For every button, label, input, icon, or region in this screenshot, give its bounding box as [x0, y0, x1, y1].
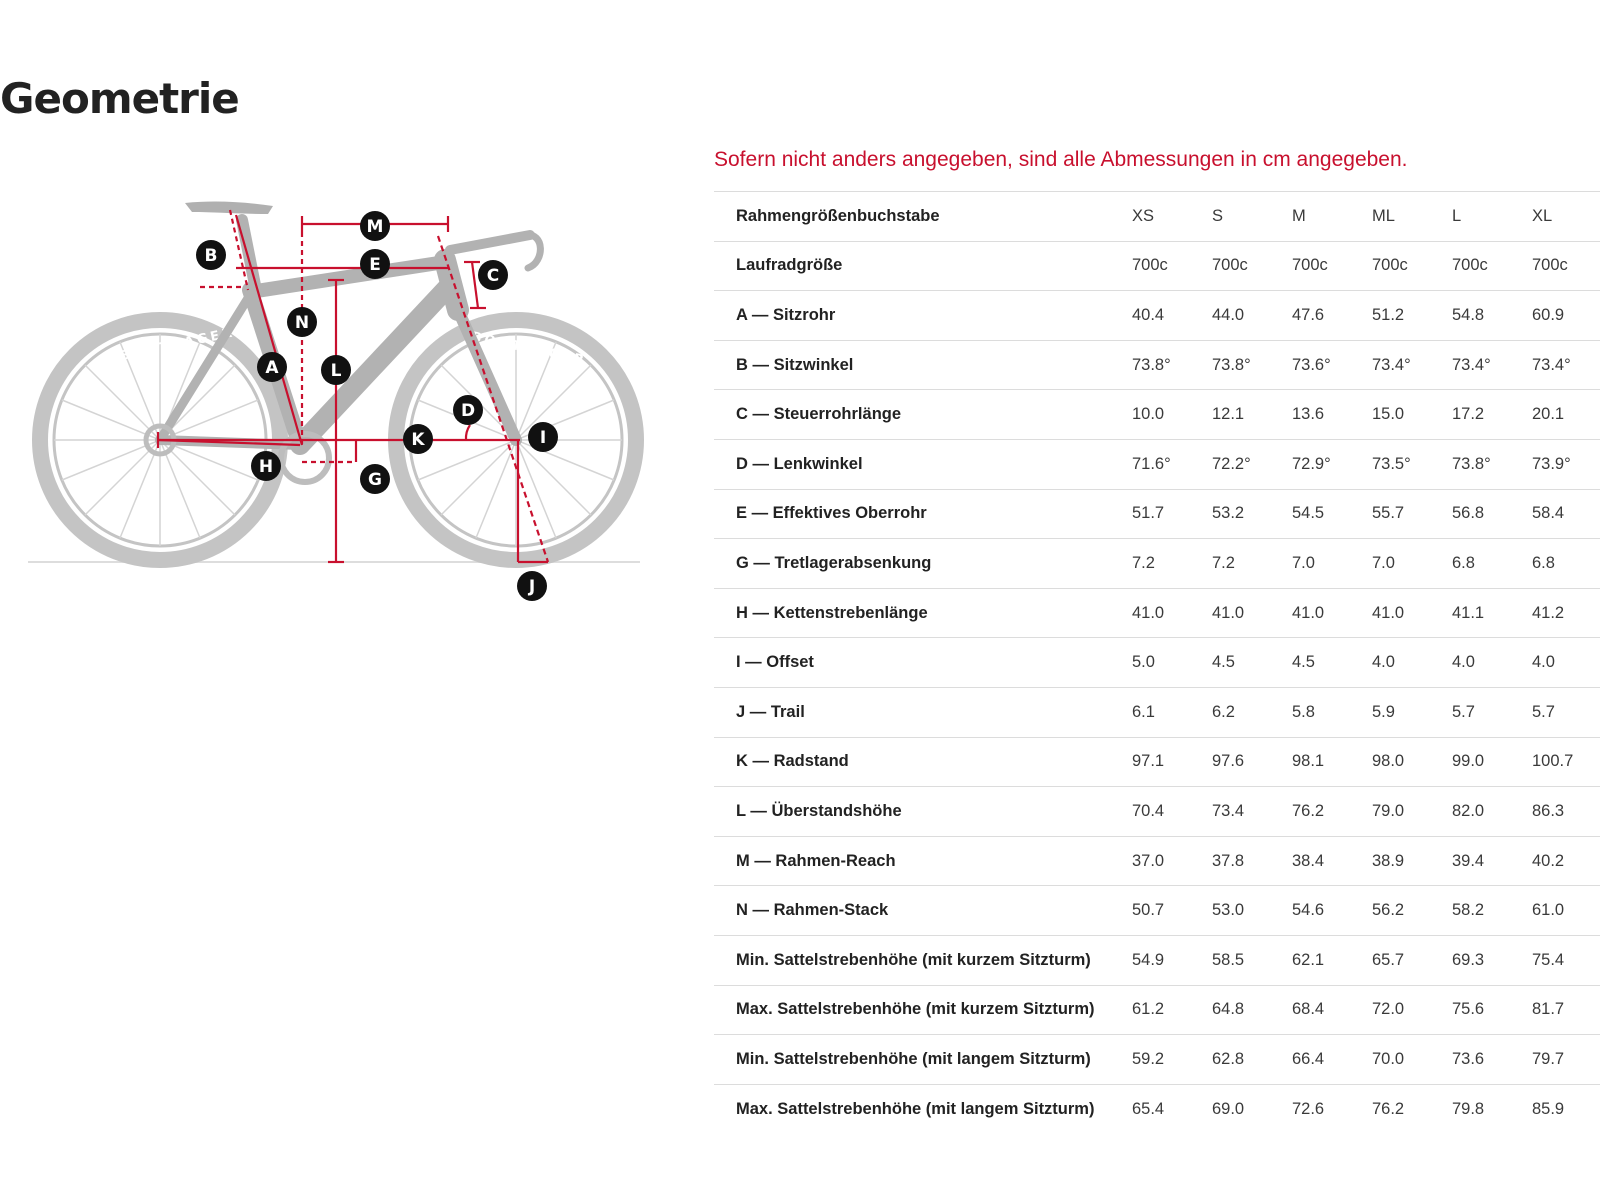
row-value: 40.2: [1532, 851, 1565, 870]
row-value: 85.9: [1532, 1099, 1565, 1118]
row-value: 47.6: [1292, 305, 1325, 324]
row-value: 70.4: [1132, 801, 1165, 820]
marker-h: [251, 451, 281, 481]
row-value: 700c: [1132, 256, 1168, 275]
row-value: 41.0: [1292, 603, 1325, 622]
row-value: 41.0: [1132, 603, 1165, 622]
svg-text:D: D: [460, 401, 476, 421]
table-row: [714, 1084, 1600, 1134]
row-value: 97.1: [1132, 752, 1165, 771]
row-label: J — Trail: [736, 702, 805, 721]
row-label: G — Tretlagerabsenkung: [736, 553, 932, 572]
row-value: 13.6: [1292, 405, 1325, 424]
row-value: 97.6: [1212, 752, 1245, 771]
row-value: 7.0: [1372, 553, 1395, 572]
svg-text:J: J: [528, 577, 536, 597]
row-label: A — Sitzrohr: [736, 305, 836, 324]
row-value: 37.0: [1132, 851, 1165, 870]
row-value: 79.8: [1452, 1099, 1485, 1118]
row-label: K — Radstand: [736, 752, 849, 771]
row-value: 98.0: [1372, 752, 1405, 771]
units-note: Sofern nicht anders angegeben, sind alle Abmessungen in cm angegeben.: [714, 148, 1408, 171]
row-value: 44.0: [1212, 305, 1245, 324]
row-value: 54.5: [1292, 504, 1325, 523]
marker-i: [528, 422, 558, 452]
row-value: 700c: [1452, 256, 1488, 275]
row-value: 99.0: [1452, 752, 1485, 771]
table-row: [714, 1035, 1600, 1085]
marker-e: [360, 249, 390, 279]
row-value: 73.8°: [1212, 355, 1251, 374]
page-title: Geometrie: [0, 74, 239, 123]
row-value: 72.2°: [1212, 454, 1251, 473]
row-value: 73.9°: [1532, 454, 1571, 473]
table-row: [714, 737, 1600, 787]
row-value: 4.5: [1292, 653, 1315, 672]
row-value: 100.7: [1532, 752, 1574, 771]
row-value: 59.2: [1132, 1049, 1165, 1068]
row-label: Max. Sattelstrebenhöhe (mit kurzem Sitzturm): [736, 1000, 1095, 1019]
svg-text:N: N: [294, 313, 310, 333]
size-m: M: [1292, 206, 1306, 225]
row-label: L — Überstandshöhe: [736, 801, 902, 820]
size-s: S: [1212, 206, 1224, 225]
row-value: 75.6: [1452, 1000, 1485, 1019]
frame-text: TREK: [352, 387, 388, 423]
row-value: 37.8: [1212, 851, 1245, 870]
row-label: I — Offset: [736, 653, 814, 672]
rim-text-front: BONTRAGER: [470, 329, 589, 369]
row-value: 56.2: [1372, 901, 1405, 920]
row-value: 60.9: [1532, 305, 1565, 324]
row-value: 73.6: [1452, 1049, 1485, 1068]
row-value: 61.2: [1132, 1000, 1165, 1019]
row-value: 61.0: [1532, 901, 1565, 920]
row-value: 12.1: [1212, 405, 1245, 424]
size-ml: ML: [1372, 206, 1395, 225]
row-value: 50.7: [1132, 901, 1165, 920]
row-label: Min. Sattelstrebenhöhe (mit langem Sitzturm): [736, 1049, 1091, 1068]
row-value: 70.0: [1372, 1049, 1405, 1068]
row-value: 73.4°: [1452, 355, 1491, 374]
marker-n: [287, 307, 317, 337]
row-value: 4.5: [1212, 653, 1235, 672]
row-value: 65.4: [1132, 1099, 1165, 1118]
row-value: 82.0: [1452, 801, 1485, 820]
row-value: 51.7: [1132, 504, 1165, 523]
row-label: M — Rahmen-Reach: [736, 851, 896, 870]
row-value: 76.2: [1372, 1099, 1405, 1118]
row-value: 68.4: [1292, 1000, 1325, 1019]
svg-text:I: I: [539, 428, 547, 448]
table-row: [714, 687, 1600, 737]
row-value: 6.2: [1212, 702, 1235, 721]
row-value: 15.0: [1372, 405, 1405, 424]
row-label: E — Effektives Oberrohr: [736, 504, 927, 523]
row-value: 56.8: [1452, 504, 1485, 523]
row-value: 71.6°: [1132, 454, 1171, 473]
row-value: 20.1: [1532, 405, 1565, 424]
row-value: 17.2: [1452, 405, 1485, 424]
row-value: 69.0: [1212, 1099, 1245, 1118]
row-label: Laufradgröße: [736, 256, 843, 275]
rim-text-rear: BONTRAGER: [118, 325, 237, 365]
row-value: 73.8°: [1452, 454, 1491, 473]
svg-text:L: L: [330, 361, 342, 381]
header-label: Rahmengrößenbuchstabe: [736, 206, 940, 225]
row-value: 98.1: [1292, 752, 1325, 771]
row-label: D — Lenkwinkel: [736, 454, 863, 473]
bike-geometry-diagram: [20, 185, 660, 605]
row-value: 41.0: [1372, 603, 1405, 622]
row-label: Min. Sattelstrebenhöhe (mit kurzem Sitzturm): [736, 950, 1091, 969]
table-row: [714, 588, 1600, 638]
svg-text:H: H: [258, 457, 274, 477]
row-value: 7.0: [1292, 553, 1315, 572]
row-value: 54.8: [1452, 305, 1485, 324]
table-row: [714, 638, 1600, 688]
table-row: [714, 886, 1600, 936]
row-value: 41.1: [1452, 603, 1485, 622]
table-row: [714, 539, 1600, 589]
marker-c: [478, 260, 508, 290]
row-value: 51.2: [1372, 305, 1405, 324]
svg-text:C: C: [486, 266, 500, 286]
row-label: C — Steuerrohrlänge: [736, 405, 902, 424]
table-header-row: [714, 192, 1600, 242]
row-value: 66.4: [1292, 1049, 1325, 1068]
svg-text:K: K: [411, 430, 425, 450]
row-label: H — Kettenstrebenlänge: [736, 603, 928, 622]
marker-a: [257, 352, 287, 382]
row-value: 4.0: [1452, 653, 1475, 672]
marker-l: [321, 355, 351, 385]
row-value: 73.6°: [1292, 355, 1331, 374]
marker-b: [196, 240, 226, 270]
row-value: 4.0: [1372, 653, 1395, 672]
marker-d: [453, 395, 483, 425]
row-value: 58.5: [1212, 950, 1245, 969]
row-value: 75.4: [1532, 950, 1565, 969]
saddle: [185, 202, 273, 214]
svg-text:A: A: [265, 358, 279, 378]
row-value: 64.8: [1212, 1000, 1245, 1019]
table-row: [714, 241, 1600, 291]
row-label: N — Rahmen-Stack: [736, 901, 889, 920]
row-value: 7.2: [1132, 553, 1155, 572]
row-value: 72.0: [1372, 1000, 1405, 1019]
row-value: 79.0: [1372, 801, 1405, 820]
row-value: 10.0: [1132, 405, 1165, 424]
row-value: 700c: [1372, 256, 1408, 275]
size-l: L: [1452, 206, 1462, 225]
row-value: 40.4: [1132, 305, 1165, 324]
row-value: 58.4: [1532, 504, 1565, 523]
row-label: B — Sitzwinkel: [736, 355, 854, 374]
table-row: [714, 390, 1600, 440]
row-value: 41.2: [1532, 603, 1565, 622]
svg-text:B: B: [204, 246, 218, 266]
row-value: 73.4°: [1372, 355, 1411, 374]
row-value: 69.3: [1452, 950, 1485, 969]
svg-text:G: G: [368, 470, 382, 490]
table-row: [714, 439, 1600, 489]
row-value: 65.7: [1372, 950, 1405, 969]
row-value: 38.4: [1292, 851, 1325, 870]
size-xl: XL: [1532, 206, 1553, 225]
table-row: [714, 985, 1600, 1035]
row-value: 6.8: [1532, 553, 1555, 572]
row-value: 5.8: [1292, 702, 1315, 721]
marker-m: [360, 211, 390, 241]
row-value: 62.8: [1212, 1049, 1245, 1068]
row-value: 54.9: [1132, 950, 1165, 969]
row-value: 76.2: [1292, 801, 1325, 820]
row-value: 38.9: [1372, 851, 1405, 870]
size-xs: XS: [1132, 206, 1155, 225]
row-value: 5.9: [1372, 702, 1395, 721]
row-value: 5.7: [1452, 702, 1475, 721]
marker-g: [360, 464, 390, 494]
row-value: 7.2: [1212, 553, 1235, 572]
row-value: 72.6: [1292, 1099, 1325, 1118]
table-row: [714, 489, 1600, 539]
row-value: 6.8: [1452, 553, 1475, 572]
row-value: 79.7: [1532, 1049, 1565, 1068]
row-value: 72.9°: [1292, 454, 1331, 473]
row-value: 39.4: [1452, 851, 1485, 870]
row-value: 73.8°: [1132, 355, 1171, 374]
table-row: [714, 836, 1600, 886]
table-row: [714, 340, 1600, 390]
table-row: [714, 787, 1600, 837]
row-value: 5.7: [1532, 702, 1555, 721]
svg-text:E: E: [369, 255, 381, 275]
row-value: 700c: [1212, 256, 1248, 275]
geometry-table: [714, 191, 1600, 1134]
row-value: 6.1: [1132, 702, 1155, 721]
row-value: 73.4: [1212, 801, 1245, 820]
row-value: 700c: [1292, 256, 1328, 275]
row-value: 53.2: [1212, 504, 1245, 523]
marker-j: [517, 571, 547, 601]
row-value: 54.6: [1292, 901, 1325, 920]
row-label: Max. Sattelstrebenhöhe (mit langem Sitzturm): [736, 1099, 1095, 1118]
row-value: 53.0: [1212, 901, 1245, 920]
row-value: 4.0: [1532, 653, 1555, 672]
row-value: 700c: [1532, 256, 1568, 275]
row-value: 41.0: [1212, 603, 1245, 622]
row-value: 73.5°: [1372, 454, 1411, 473]
row-value: 5.0: [1132, 653, 1155, 672]
table-row: [714, 291, 1600, 341]
row-value: 55.7: [1372, 504, 1405, 523]
row-value: 58.2: [1452, 901, 1485, 920]
row-value: 81.7: [1532, 1000, 1565, 1019]
marker-k: [403, 424, 433, 454]
table-row: [714, 935, 1600, 985]
row-value: 86.3: [1532, 801, 1565, 820]
row-value: 73.4°: [1532, 355, 1571, 374]
svg-text:M: M: [366, 217, 384, 237]
row-value: 62.1: [1292, 950, 1325, 969]
